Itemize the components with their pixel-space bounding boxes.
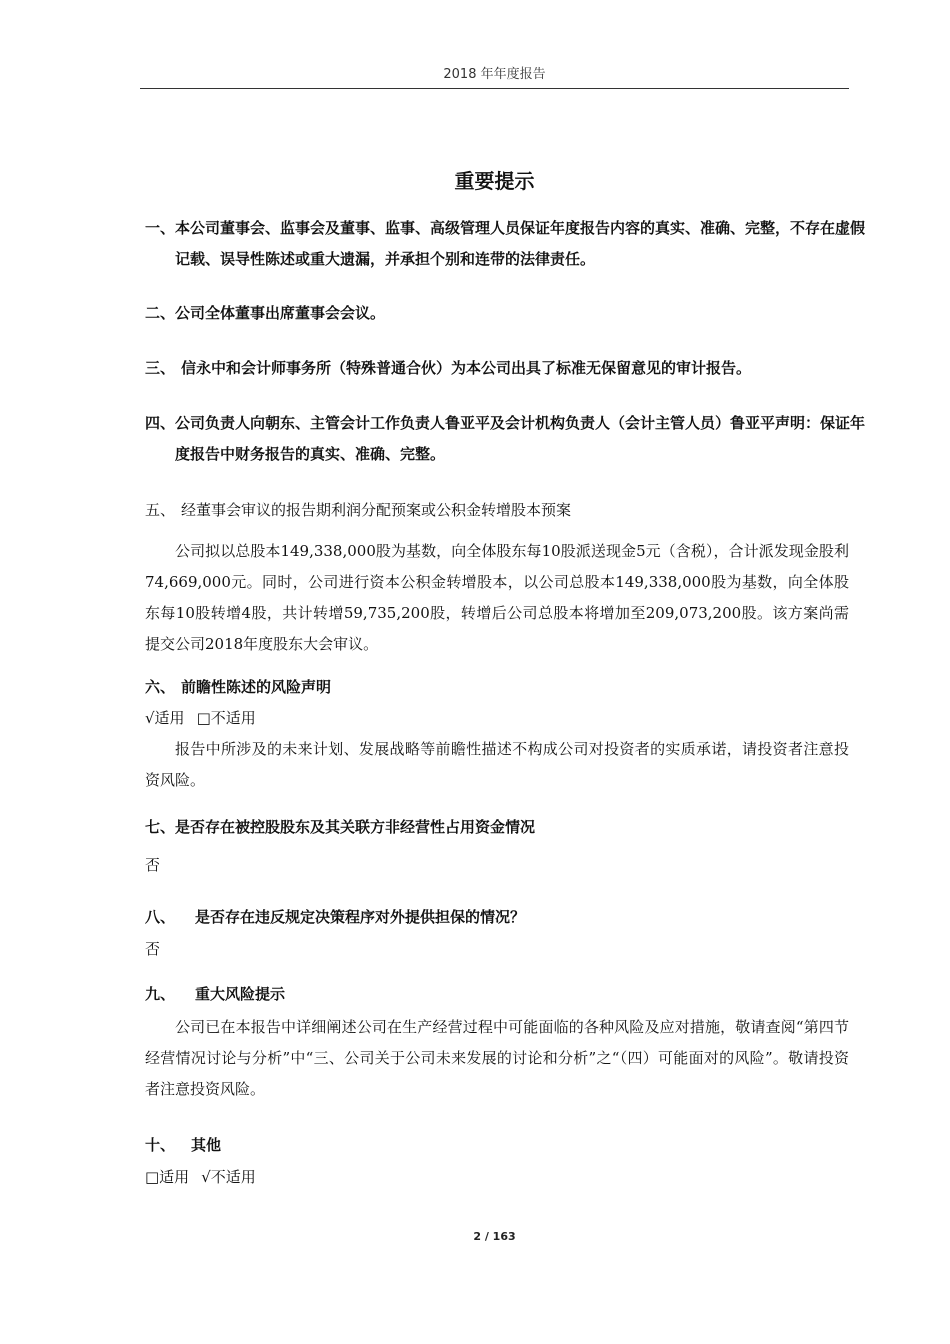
not-applicable-option: □不适用 bbox=[196, 709, 256, 727]
section-3 bbox=[145, 353, 849, 384]
section-6-number: 六、 bbox=[145, 678, 176, 696]
header-title: 2018 年年度报告 bbox=[443, 67, 546, 82]
page-header bbox=[140, 64, 849, 89]
section-10-options bbox=[145, 1162, 849, 1193]
section-4: 四、公司负责人向朝东、主管会计工作负责人鲁亚平及会计机构负责人（会计主管人员）鲁亚平声明：保证年度报告中财务报告的真实、准确、完整。 bbox=[145, 414, 866, 463]
section-8-title: 是否存在违反规定决策程序对外提供担保的情况？ bbox=[195, 908, 526, 926]
section-3-text: 信永中和会计师事务所（特殊普通合伙）为本公司出具了标准无保留意见的审计报告。 bbox=[181, 359, 752, 377]
section-10-title: 其他 bbox=[191, 1136, 222, 1154]
page-number: 2 / 163 bbox=[473, 1230, 516, 1243]
section-8-heading bbox=[145, 902, 849, 933]
section-9-title: 重大风险提示 bbox=[195, 985, 286, 1003]
section-2: 二、公司全体董事出席董事会会议。 bbox=[145, 304, 386, 322]
section-10-number: 十、 bbox=[145, 1136, 176, 1154]
page-title: 重要提示 bbox=[454, 169, 535, 193]
section-8-number: 八、 bbox=[145, 908, 176, 926]
section-6-body: 报告中所涉及的未来计划、发展战略等前瞻性描述不构成公司对投资者的实质承诺，请投资者注意投资风险。 bbox=[145, 740, 849, 789]
section-5-body: 公司拟以总股本149,338,000股为基数，向全体股东每10股派送现金5元（含税），合计派发现金股利74,669,000元。同时，公司进行资本公积金转增股本，以公司总股本149,338,000股为基数，向全体股东每10股转增4股，共计转增59,735,200股，转增后公司总股本将增加至209,073,200股。该方案尚需提交公司2018年度股东大会审议。 bbox=[145, 542, 849, 653]
section-6-options bbox=[145, 703, 849, 734]
section-9-body: 公司已在本报告中详细阐述公司在生产经营过程中可能面临的各种风险及应对措施，敬请查阅“第四节经营情况讨论与分析”中“三、公司关于公司未来发展的讨论和分析”之“（四）可能面对的风险”。敬请投资者注意投资风险。 bbox=[145, 1018, 849, 1098]
section-6-heading bbox=[145, 672, 849, 703]
section-5-title: 经董事会审议的报告期利润分配预案或公积金转增股本预案 bbox=[181, 501, 572, 519]
section-10-heading bbox=[145, 1130, 849, 1161]
applicable-option: □适用 bbox=[145, 1168, 190, 1186]
section-9-heading bbox=[145, 979, 849, 1010]
section-8-answer: 否 bbox=[145, 940, 161, 958]
section-7-heading: 七、是否存在被控股股东及其关联方非经营性占用资金情况 bbox=[145, 818, 536, 836]
applicable-option: √适用 bbox=[145, 709, 185, 727]
section-7-answer: 否 bbox=[145, 856, 161, 874]
not-applicable-option: √不适用 bbox=[201, 1168, 256, 1186]
section-3-number: 三、 bbox=[145, 359, 176, 377]
section-6-title: 前瞻性陈述的风险声明 bbox=[181, 678, 332, 696]
section-1: 一、本公司董事会、监事会及董事、监事、高级管理人员保证年度报告内容的真实、准确、完整，不存在虚假记载、误导性陈述或重大遗漏，并承担个别和连带的法律责任。 bbox=[145, 219, 866, 268]
section-9-number: 九、 bbox=[145, 985, 176, 1003]
section-5-heading bbox=[145, 495, 849, 526]
section-5-number: 五、 bbox=[145, 501, 176, 519]
